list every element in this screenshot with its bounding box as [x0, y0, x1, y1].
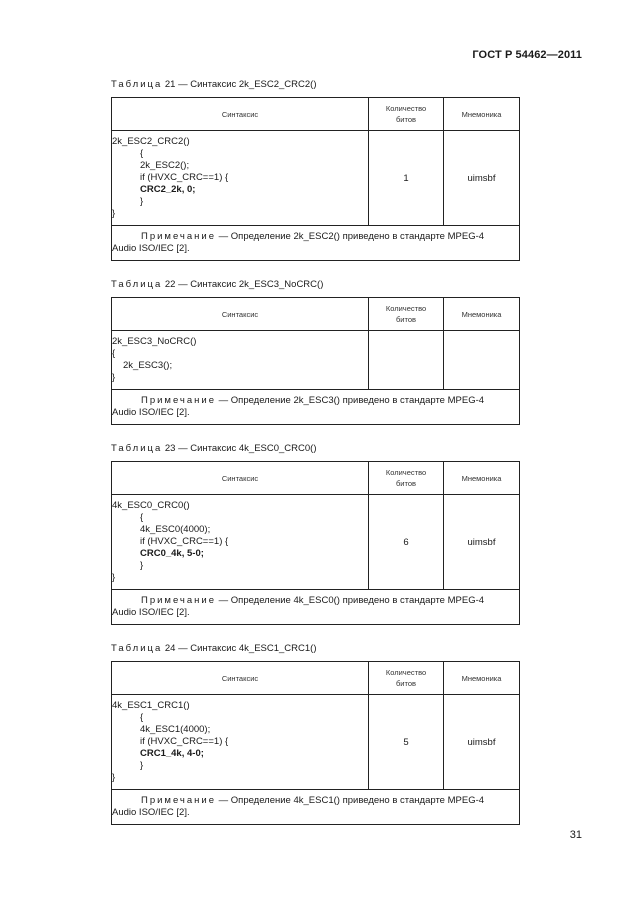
table-21-caption	[111, 79, 317, 90]
caption-word: Таблица	[111, 279, 163, 290]
mnemonic-value: uimsbf	[444, 495, 520, 590]
table-22	[111, 297, 520, 425]
mnemonic-value	[444, 331, 520, 390]
col-header-syntax: Синтаксис	[112, 98, 369, 131]
table-23-caption	[111, 443, 317, 454]
bits-value	[369, 331, 444, 390]
col-header-syntax: Синтаксис	[112, 298, 369, 331]
syntax-code: 2k_ESC3_NoCRC() { 2k_ESC3(); }	[112, 331, 369, 390]
table-21	[111, 97, 520, 261]
caption-title: 23 — Синтаксис 4k_ESC0_CRC0()	[162, 443, 317, 454]
table-note: Примечание — Определение 2k_ESC2() приведено в стандарте MPEG-4 Audio ISO/IEC [2].	[112, 226, 520, 261]
bits-value: 5	[369, 695, 444, 790]
col-header-mnemonic: Мнемоника	[444, 298, 520, 331]
caption-title: 22 — Синтаксис 2k_ESC3_NoCRC()	[162, 279, 324, 290]
table-22-caption	[111, 279, 323, 290]
caption-title: 24 — Синтаксис 4k_ESC1_CRC1()	[162, 643, 317, 654]
table-note: Примечание — Определение 2k_ESC3() приведено в стандарте MPEG-4 Audio ISO/IEC [2].	[112, 390, 520, 425]
table-23	[111, 461, 520, 625]
bits-value: 6	[369, 495, 444, 590]
syntax-code: 4k_ESC0_CRC0() { 4k_ESC0(4000); if (HVXC_CRC==1) { CRC0_4k, 5-0; } }	[112, 495, 369, 590]
col-header-bits: Количество битов	[369, 662, 444, 695]
table-24-caption	[111, 643, 317, 654]
col-header-mnemonic: Мнемоника	[444, 462, 520, 495]
table-24	[111, 661, 520, 825]
col-header-bits: Количество битов	[369, 298, 444, 331]
col-header-mnemonic: Мнемоника	[444, 98, 520, 131]
mnemonic-value: uimsbf	[444, 695, 520, 790]
caption-title: 21 — Синтаксис 2k_ESC2_CRC2()	[162, 79, 317, 90]
mnemonic-value: uimsbf	[444, 131, 520, 226]
syntax-code: 2k_ESC2_CRC2() { 2k_ESC2(); if (HVXC_CRC==1) { CRC2_2k, 0; } }	[112, 131, 369, 226]
caption-word: Таблица	[111, 443, 163, 454]
bits-value: 1	[369, 131, 444, 226]
caption-word: Таблица	[111, 79, 163, 90]
caption-word: Таблица	[111, 643, 163, 654]
syntax-code: 4k_ESC1_CRC1() { 4k_ESC1(4000); if (HVXC_CRC==1) { CRC1_4k, 4-0; } }	[112, 695, 369, 790]
table-note: Примечание — Определение 4k_ESC0() приведено в стандарте MPEG-4 Audio ISO/IEC [2].	[112, 590, 520, 625]
page-number: 31	[569, 829, 582, 841]
document-header: ГОСТ Р 54462—2011	[472, 49, 582, 61]
col-header-syntax: Синтаксис	[112, 462, 369, 495]
col-header-mnemonic: Мнемоника	[444, 662, 520, 695]
table-note: Примечание — Определение 4k_ESC1() приведено в стандарте MPEG-4 Audio ISO/IEC [2].	[112, 790, 520, 825]
col-header-bits: Количество битов	[369, 98, 444, 131]
col-header-bits: Количество битов	[369, 462, 444, 495]
col-header-syntax: Синтаксис	[112, 662, 369, 695]
